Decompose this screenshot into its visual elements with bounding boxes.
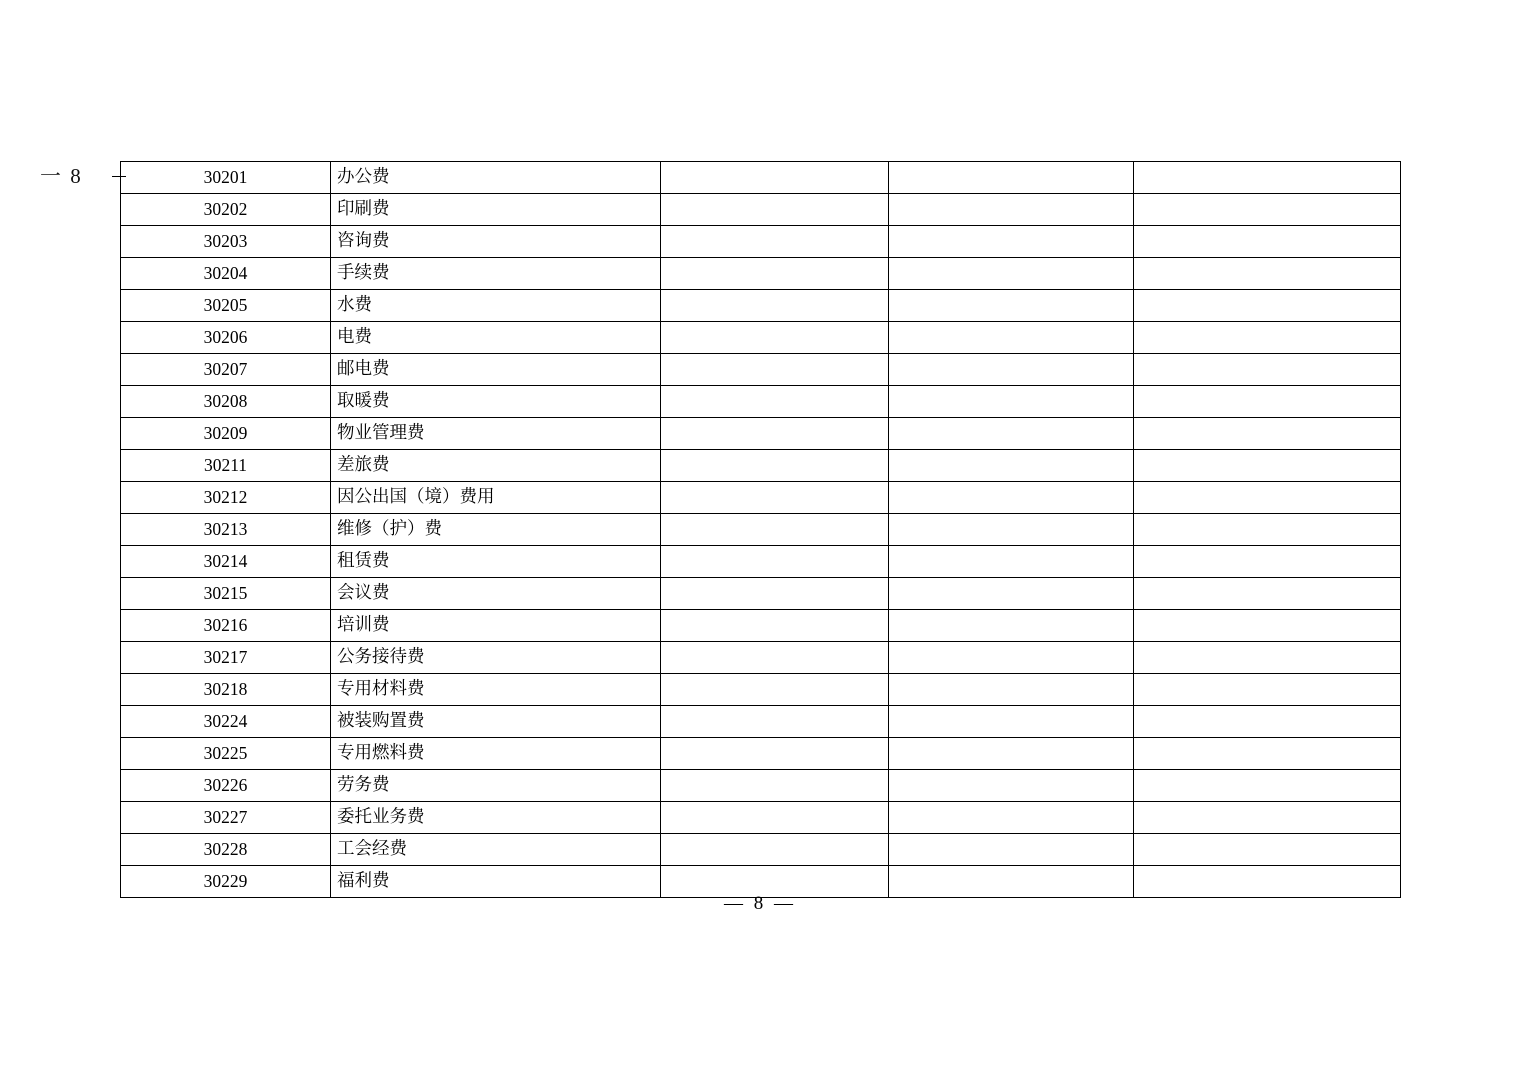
cell-code: 30201: [121, 162, 331, 194]
cell-item-name: 咨询费: [331, 226, 661, 258]
cell-value-1: [661, 642, 889, 674]
table-row: [121, 226, 1401, 258]
table-row: [121, 834, 1401, 866]
cell-item-name: 被装购置费: [331, 706, 661, 738]
table-row: [121, 386, 1401, 418]
cell-value-2: [889, 546, 1134, 578]
cell-value-2: [889, 738, 1134, 770]
table-row: [121, 578, 1401, 610]
cell-code: 30203: [121, 226, 331, 258]
cell-item-name: 租赁费: [331, 546, 661, 578]
cell-item-name: 取暖费: [331, 386, 661, 418]
cell-item-name: 办公费: [331, 162, 661, 194]
cell-value-3: [1134, 610, 1401, 642]
cell-value-1: [661, 482, 889, 514]
table-row: [121, 450, 1401, 482]
cell-value-3: [1134, 162, 1401, 194]
cell-code: 30214: [121, 546, 331, 578]
cell-value-3: [1134, 770, 1401, 802]
cell-value-3: [1134, 706, 1401, 738]
cell-value-3: [1134, 514, 1401, 546]
cell-value-3: [1134, 674, 1401, 706]
cell-value-1: [661, 162, 889, 194]
cell-item-name: 工会经费: [331, 834, 661, 866]
cell-value-2: [889, 322, 1134, 354]
cell-code: 30228: [121, 834, 331, 866]
cell-value-2: [889, 290, 1134, 322]
cell-code: 30229: [121, 866, 331, 898]
table-row: [121, 514, 1401, 546]
cell-value-1: [661, 258, 889, 290]
table-row: [121, 706, 1401, 738]
cell-value-1: [661, 610, 889, 642]
table-row: [121, 610, 1401, 642]
cell-value-2: [889, 770, 1134, 802]
cell-code: 30204: [121, 258, 331, 290]
table-row: [121, 738, 1401, 770]
cell-item-name: 委托业务费: [331, 802, 661, 834]
cell-item-name: 差旅费: [331, 450, 661, 482]
cell-item-name: 培训费: [331, 610, 661, 642]
cell-value-3: [1134, 802, 1401, 834]
cell-code: 30227: [121, 802, 331, 834]
cell-value-2: [889, 706, 1134, 738]
cell-value-1: [661, 834, 889, 866]
cell-value-1: [661, 226, 889, 258]
table-row: [121, 770, 1401, 802]
cell-value-3: [1134, 194, 1401, 226]
cell-value-3: [1134, 834, 1401, 866]
table-row: [121, 354, 1401, 386]
cell-value-2: [889, 578, 1134, 610]
cell-value-2: [889, 386, 1134, 418]
cell-value-2: [889, 834, 1134, 866]
cell-value-1: [661, 354, 889, 386]
cell-value-2: [889, 610, 1134, 642]
cell-item-name: 维修（护）费: [331, 514, 661, 546]
table-row: [121, 290, 1401, 322]
cell-value-3: [1134, 738, 1401, 770]
cell-value-1: [661, 450, 889, 482]
cell-item-name: 印刷费: [331, 194, 661, 226]
table-row: [121, 642, 1401, 674]
cell-item-name: 手续费: [331, 258, 661, 290]
cell-code: 30202: [121, 194, 331, 226]
cell-value-3: [1134, 354, 1401, 386]
cell-item-name: 福利费: [331, 866, 661, 898]
table-body: [121, 162, 1401, 898]
cell-item-name: 专用材料费: [331, 674, 661, 706]
cell-value-2: [889, 258, 1134, 290]
cell-code: 30216: [121, 610, 331, 642]
cell-value-2: [889, 514, 1134, 546]
cell-item-name: 邮电费: [331, 354, 661, 386]
cell-value-3: [1134, 418, 1401, 450]
cell-value-3: [1134, 482, 1401, 514]
cell-value-2: [889, 162, 1134, 194]
table-row: [121, 482, 1401, 514]
cell-value-3: [1134, 386, 1401, 418]
cell-code: 30217: [121, 642, 331, 674]
cell-value-2: [889, 482, 1134, 514]
cell-item-name: 电费: [331, 322, 661, 354]
cell-value-1: [661, 514, 889, 546]
cell-value-2: [889, 418, 1134, 450]
cell-value-2: [889, 226, 1134, 258]
cell-value-2: [889, 674, 1134, 706]
cell-code: 30226: [121, 770, 331, 802]
table-row: [121, 258, 1401, 290]
cell-item-name: 公务接待费: [331, 642, 661, 674]
cell-value-1: [661, 386, 889, 418]
table-row: [121, 322, 1401, 354]
cell-code: 30224: [121, 706, 331, 738]
cell-code: 30212: [121, 482, 331, 514]
cell-item-name: 水费: [331, 290, 661, 322]
cell-item-name: 因公出国（境）费用: [331, 482, 661, 514]
cell-value-1: [661, 418, 889, 450]
cell-value-1: [661, 322, 889, 354]
cell-value-2: [889, 194, 1134, 226]
page-number-footer: — 8 —: [724, 893, 796, 914]
margin-page-mark: 一 8: [40, 164, 83, 188]
cell-value-1: [661, 578, 889, 610]
cell-value-3: [1134, 546, 1401, 578]
table-row: [121, 194, 1401, 226]
cell-value-3: [1134, 290, 1401, 322]
cell-code: 30215: [121, 578, 331, 610]
cell-value-2: [889, 450, 1134, 482]
cell-code: 30205: [121, 290, 331, 322]
table-row: [121, 802, 1401, 834]
cell-value-2: [889, 354, 1134, 386]
cell-value-3: [1134, 642, 1401, 674]
cell-value-1: [661, 194, 889, 226]
cell-value-2: [889, 802, 1134, 834]
cell-code: 30218: [121, 674, 331, 706]
cell-item-name: 专用燃料费: [331, 738, 661, 770]
cell-item-name: 劳务费: [331, 770, 661, 802]
cell-value-1: [661, 738, 889, 770]
cell-code: 30208: [121, 386, 331, 418]
cell-code: 30209: [121, 418, 331, 450]
cell-item-name: 物业管理费: [331, 418, 661, 450]
cell-code: 30211: [121, 450, 331, 482]
cell-code: 30206: [121, 322, 331, 354]
cell-item-name: 会议费: [331, 578, 661, 610]
table-row: [121, 546, 1401, 578]
cell-value-3: [1134, 258, 1401, 290]
budget-expenditure-table: [120, 161, 1401, 898]
cell-code: 30225: [121, 738, 331, 770]
cell-value-1: [661, 770, 889, 802]
cell-value-3: [1134, 226, 1401, 258]
cell-code: 30213: [121, 514, 331, 546]
table-row: [121, 674, 1401, 706]
cell-code: 30207: [121, 354, 331, 386]
cell-value-1: [661, 290, 889, 322]
cell-value-3: [1134, 578, 1401, 610]
cell-value-3: [1134, 450, 1401, 482]
cell-value-2: [889, 642, 1134, 674]
cell-value-1: [661, 802, 889, 834]
cell-value-1: [661, 546, 889, 578]
table-row: [121, 162, 1401, 194]
cell-value-1: [661, 706, 889, 738]
cell-value-1: [661, 674, 889, 706]
table-row: [121, 418, 1401, 450]
cell-value-3: [1134, 322, 1401, 354]
